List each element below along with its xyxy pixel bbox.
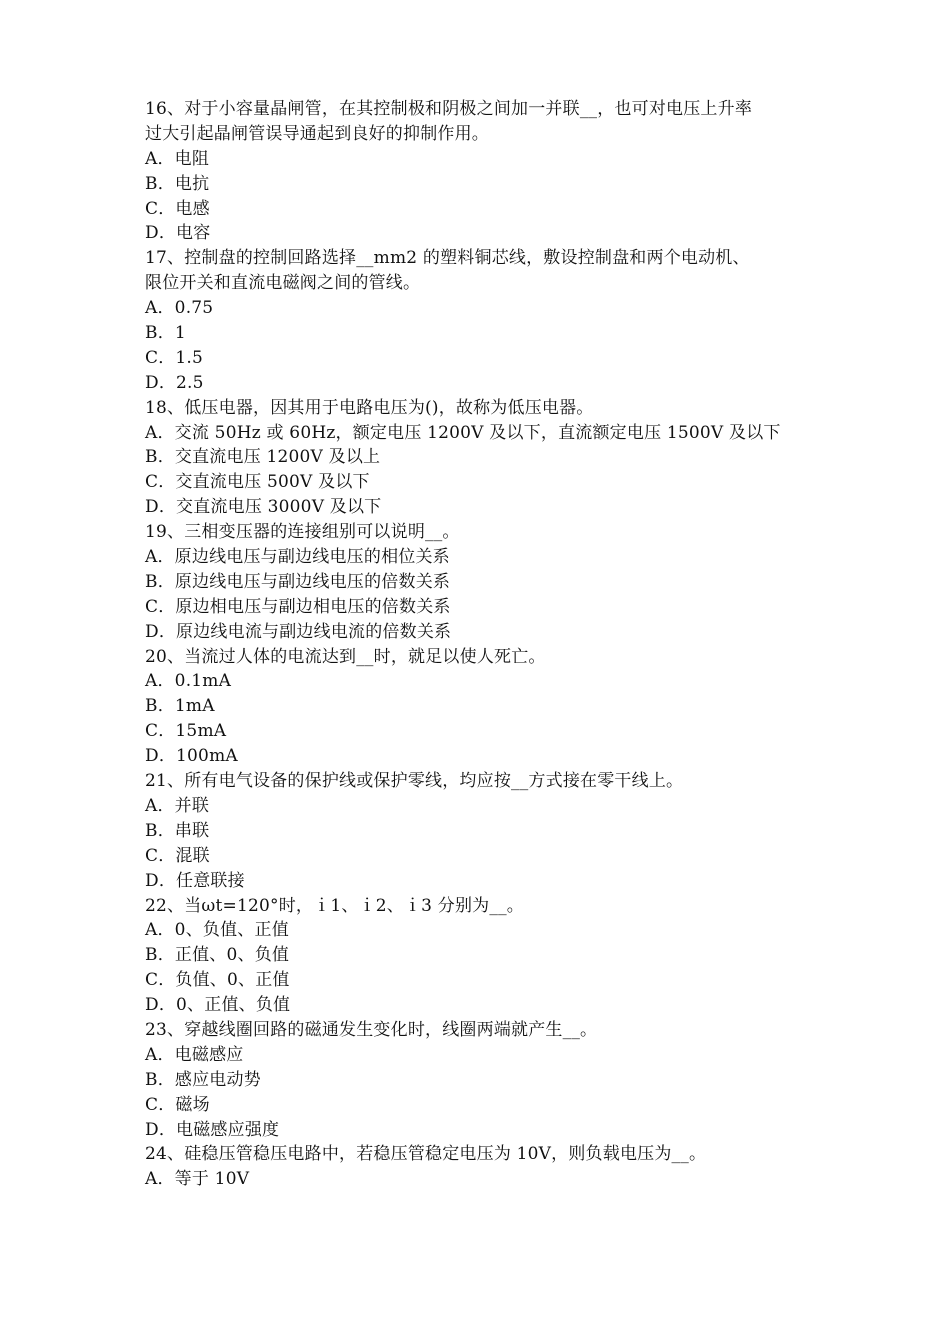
option-20-a: A．0.1mA (145, 671, 232, 692)
question-23: 23、穿越线圈回路的磁通发生变化时，线圈两端就产生__。 (145, 1019, 598, 1040)
option-17-b: B．1 (145, 323, 186, 344)
question-16-line-2: 过大引起晶闸管误导通起到良好的抑制作用。 (145, 123, 489, 144)
option-18-c: C．交直流电压 500V 及以下 (145, 472, 370, 493)
option-19-a: A．原边线电压与副边线电压的相位关系 (145, 547, 450, 568)
option-17-a: A．0.75 (145, 298, 214, 319)
question-16-line-1: 16、对于小容量晶闸管，在其控制极和阴极之间加一并联__，也可对电压上升率 (145, 99, 753, 119)
option-18-a: A．交流 50Hz 或 60Hz，额定电压 1200V 及以下，直流额定电压 1500V 及以下 (145, 422, 781, 443)
option-18-d: D．交直流电压 3000V 及以下 (145, 497, 382, 518)
option-20-c: C．15mA (145, 721, 227, 742)
option-20-b: B．1mA (145, 696, 215, 717)
option-16-b: B．电抗 (145, 173, 210, 194)
question-18: 18、低压电器，因其用于电路电压为()，故称为低压电器。 (145, 397, 594, 418)
option-16-c: C．电感 (145, 198, 210, 219)
option-17-c: C．1.5 (145, 347, 204, 368)
question-17-line-2: 限位开关和直流电磁阀之间的管线。 (145, 273, 421, 294)
option-24-a: A．等于 10V (145, 1169, 250, 1190)
question-21: 21、所有电气设备的保护线或保护零线，均应按__方式接在零干线上。 (145, 771, 684, 792)
question-17-line-1: 17、控制盘的控制回路选择__mm2 的塑料铜芯线，敷设控制盘和两个电动机、 (145, 248, 750, 269)
option-21-d: D．任意联接 (145, 870, 245, 891)
option-19-c: C．原边相电压与副边相电压的倍数关系 (145, 596, 451, 617)
option-21-a: A．并联 (145, 795, 210, 816)
option-22-c: C．负值、0、正值 (145, 970, 290, 991)
question-20: 20、当流过人体的电流达到__时，就足以使人死亡。 (145, 646, 546, 667)
option-21-b: B．串联 (145, 820, 210, 841)
option-23-d: D．电磁感应强度 (145, 1119, 280, 1140)
question-19: 19、三相变压器的连接组别可以说明__。 (145, 522, 460, 543)
option-23-c: C．磁场 (145, 1094, 210, 1115)
option-19-d: D．原边线电流与副边线电流的倍数关系 (145, 621, 452, 642)
option-21-c: C．混联 (145, 845, 210, 866)
option-16-d: D．电容 (145, 223, 211, 244)
option-22-b: B．正值、0、负值 (145, 945, 290, 966)
option-16-a: A．电阻 (145, 148, 210, 169)
option-20-d: D．100mA (145, 746, 238, 767)
option-17-d: D．2.5 (145, 372, 204, 393)
option-19-b: B．原边线电压与副边线电压的倍数关系 (145, 571, 451, 592)
document-page (145, 97, 815, 1192)
option-18-b: B．交直流电压 1200V 及以上 (145, 447, 381, 468)
option-22-a: A．0、负值、正值 (145, 920, 289, 941)
option-23-b: B．感应电动势 (145, 1069, 261, 1090)
option-23-a: A．电磁感应 (145, 1044, 244, 1065)
option-22-d: D．0、正值、负值 (145, 995, 291, 1016)
question-22: 22、当ωt=120°时，ｉ1、ｉ2、ｉ3 分别为__。 (145, 895, 524, 916)
question-24: 24、硅稳压管稳压电路中，若稳压管稳定电压为 10V，则负载电压为__。 (145, 1144, 707, 1165)
